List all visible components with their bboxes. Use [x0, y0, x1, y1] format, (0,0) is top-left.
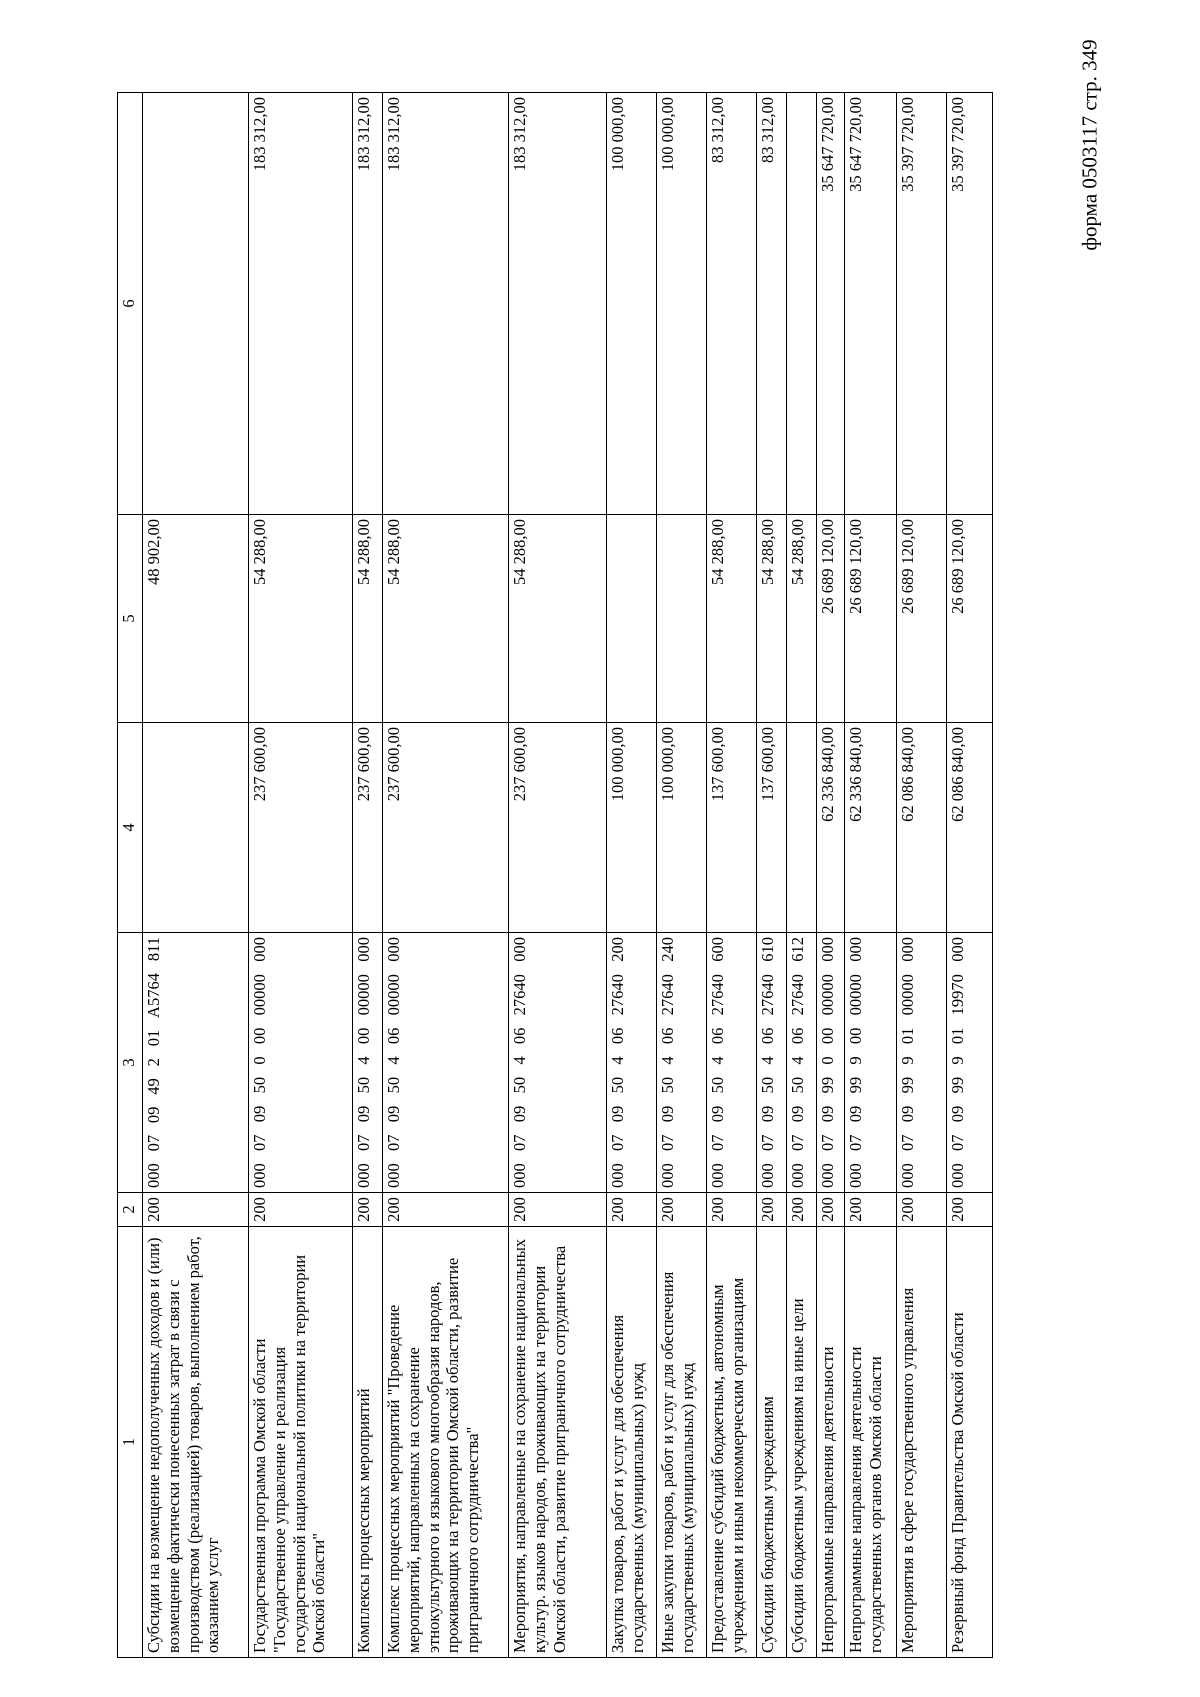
code-segment: 27640: [658, 974, 677, 1016]
code-segment: 0: [818, 1056, 837, 1065]
code-segment: 000: [250, 1163, 269, 1188]
code-segment: 09: [658, 1105, 677, 1123]
row-budget-code: [845, 933, 897, 1193]
budget-table: [117, 92, 993, 1658]
row-unexecuted-amount: 100 000,00: [657, 93, 707, 515]
row-admin-code: 200: [509, 1193, 607, 1227]
row-admin-code: 200: [607, 1193, 657, 1227]
row-executed-amount: 26 689 120,00: [947, 515, 993, 723]
code-segment: 06: [510, 1027, 529, 1045]
row-executed-amount: 54 288,00: [353, 515, 383, 723]
form-label: форма 0503117 стр. 349: [1077, 39, 1102, 251]
row-budget-code: [143, 933, 249, 1193]
code-segment: 06: [658, 1027, 677, 1045]
code-segment: 000: [708, 1163, 727, 1188]
code-segment: 49: [144, 1078, 163, 1095]
row-name: Субсидии на возмещение недополученных доходов и (или) возмещение фактически понесенных затрат в связи с производством (реализацией) товаров, выполнением работ, оказанием услуг: [143, 1227, 249, 1658]
code-segment: 09: [788, 1105, 807, 1123]
row-budget-code: [787, 933, 817, 1193]
code-segment: 4: [788, 1056, 807, 1065]
row-executed-amount: 54 288,00: [383, 515, 509, 723]
row-budget-code: [897, 933, 947, 1193]
row-approved-amount: 100 000,00: [657, 723, 707, 933]
code-segment: 000: [510, 1163, 529, 1188]
code-segment: 99: [948, 1076, 967, 1094]
row-name: Иные закупки товаров, работ и услуг для обеспечения государственных (муниципальных) нужд: [657, 1227, 707, 1658]
row-name: Закупка товаров, работ и услуг для обеспечения государственных (муниципальных) нужд: [607, 1227, 657, 1658]
code-segment: 000: [608, 1163, 627, 1188]
code-segment: 07: [948, 1134, 967, 1151]
code-segment: 00: [818, 1027, 837, 1045]
row-approved-amount: 237 600,00: [509, 723, 607, 933]
code-segment: 50: [608, 1076, 627, 1094]
code-segment: 50: [250, 1076, 269, 1094]
table-row: [947, 93, 993, 1658]
row-unexecuted-amount: 35 397 720,00: [897, 93, 947, 515]
code-segment: 811: [144, 937, 163, 962]
row-unexecuted-amount: 35 647 720,00: [817, 93, 845, 515]
row-approved-amount: 137 600,00: [757, 723, 787, 933]
code-segment: 4: [354, 1056, 373, 1065]
code-segment: 07: [818, 1134, 837, 1151]
code-segment: 000: [384, 1163, 403, 1188]
code-segment: 2: [144, 1058, 163, 1067]
row-executed-amount: 54 288,00: [787, 515, 817, 723]
row-admin-code: 200: [757, 1193, 787, 1227]
code-segment: 000: [788, 1163, 807, 1188]
row-unexecuted-amount: 183 312,00: [249, 93, 353, 515]
code-segment: 01: [898, 1027, 917, 1045]
row-executed-amount: 54 288,00: [509, 515, 607, 723]
code-segment: 000: [846, 937, 865, 962]
code-segment: 01: [144, 1029, 163, 1047]
row-unexecuted-amount: [143, 93, 249, 515]
code-segment: 50: [708, 1076, 727, 1094]
row-unexecuted-amount: 100 000,00: [607, 93, 657, 515]
table-row: [249, 93, 353, 1658]
table-row: [757, 93, 787, 1658]
code-segment: 09: [898, 1105, 917, 1123]
code-segment: 50: [510, 1076, 529, 1094]
row-unexecuted-amount: 83 312,00: [757, 93, 787, 515]
code-segment: 4: [658, 1056, 677, 1065]
row-budget-code: [607, 933, 657, 1193]
table-row: [143, 93, 249, 1658]
code-segment: 9: [898, 1056, 917, 1065]
code-segment: 000: [846, 1163, 865, 1188]
row-admin-code: 200: [707, 1193, 757, 1227]
row-name: Мероприятия в сфере государственного управления: [897, 1227, 947, 1658]
row-admin-code: 200: [353, 1193, 383, 1227]
code-segment: 9: [948, 1056, 967, 1065]
code-segment: 19970: [948, 974, 967, 1016]
code-segment: 06: [384, 1027, 403, 1045]
row-unexecuted-amount: 183 312,00: [509, 93, 607, 515]
row-executed-amount: 26 689 120,00: [817, 515, 845, 723]
code-segment: 99: [818, 1076, 837, 1094]
code-segment: 09: [758, 1105, 777, 1123]
code-segment: 00: [354, 1027, 373, 1045]
row-executed-amount: 26 689 120,00: [897, 515, 947, 723]
row-executed-amount: [607, 515, 657, 723]
code-segment: 09: [818, 1105, 837, 1123]
col-number-4: 4: [118, 723, 143, 933]
code-segment: 240: [658, 937, 677, 962]
code-segment: 07: [708, 1134, 727, 1151]
row-name: Субсидии бюджетным учреждениям: [757, 1227, 787, 1658]
row-budget-code: [509, 933, 607, 1193]
table-row: [707, 93, 757, 1658]
row-executed-amount: 54 288,00: [707, 515, 757, 723]
row-executed-amount: 54 288,00: [757, 515, 787, 723]
table-row: [817, 93, 845, 1658]
code-segment: 0: [250, 1056, 269, 1065]
row-executed-amount: 26 689 120,00: [845, 515, 897, 723]
code-segment: 00000: [354, 974, 373, 1016]
table-row: [787, 93, 817, 1658]
code-segment: 07: [354, 1134, 373, 1151]
row-approved-amount: 100 000,00: [607, 723, 657, 933]
code-segment: 27640: [788, 974, 807, 1016]
table-row: [607, 93, 657, 1658]
row-approved-amount: 237 600,00: [249, 723, 353, 933]
row-name: Мероприятия, направленные на сохранение национальных культур. языков народов, проживающих на территории Омской области, развитие приграничного сотрудничества: [509, 1227, 607, 1658]
budget-table-sheet: [117, 92, 1052, 1658]
code-segment: 01: [948, 1027, 967, 1045]
code-segment: 27640: [510, 974, 529, 1016]
row-unexecuted-amount: 183 312,00: [353, 93, 383, 515]
col-number-1: 1: [118, 1227, 143, 1658]
row-admin-code: 200: [845, 1193, 897, 1227]
row-admin-code: 200: [947, 1193, 993, 1227]
row-name: Предоставление субсидий бюджетным, автономным учреждениям и иным некоммерческим организациям: [707, 1227, 757, 1658]
code-segment: 000: [948, 1163, 967, 1188]
table-row: [845, 93, 897, 1658]
code-segment: 50: [788, 1076, 807, 1094]
row-name: Непрограммные направления деятельности государственных органов Омской области: [845, 1227, 897, 1658]
code-segment: 07: [510, 1134, 529, 1151]
row-approved-amount: 62 086 840,00: [947, 723, 993, 933]
row-name: Субсидии бюджетным учреждениям на иные цели: [787, 1227, 817, 1658]
code-segment: 00000: [898, 974, 917, 1016]
code-segment: 07: [846, 1134, 865, 1151]
code-segment: 600: [708, 937, 727, 962]
code-segment: 09: [608, 1105, 627, 1123]
col-number-5: 5: [118, 515, 143, 723]
code-segment: 06: [788, 1027, 807, 1045]
row-name: Государственная программа Омской области "Государственное управление и реализация государственной национальной политики на территории Омской области": [249, 1227, 353, 1658]
code-segment: 00: [846, 1027, 865, 1045]
code-segment: 00000: [818, 974, 837, 1016]
row-approved-amount: [787, 723, 817, 933]
code-segment: 000: [510, 937, 529, 962]
code-segment: 06: [758, 1027, 777, 1045]
code-segment: 50: [384, 1076, 403, 1094]
row-admin-code: 200: [383, 1193, 509, 1227]
code-segment: 07: [898, 1134, 917, 1151]
row-name: Резервный фонд Правительства Омской области: [947, 1227, 993, 1658]
row-name: Комплексы процессных мероприятий: [353, 1227, 383, 1658]
column-number-row: [118, 93, 143, 1658]
code-segment: 06: [708, 1027, 727, 1045]
row-admin-code: 200: [787, 1193, 817, 1227]
code-segment: 000: [758, 1163, 777, 1188]
table-body: [143, 93, 993, 1658]
code-segment: 99: [898, 1076, 917, 1094]
code-segment: 09: [510, 1105, 529, 1123]
row-approved-amount: 62 336 840,00: [817, 723, 845, 933]
table-row: [383, 93, 509, 1658]
col-number-6: 6: [118, 93, 143, 515]
code-segment: 07: [758, 1134, 777, 1151]
code-segment: 4: [758, 1056, 777, 1065]
code-segment: 000: [354, 937, 373, 962]
code-segment: 50: [658, 1076, 677, 1094]
code-segment: 07: [608, 1134, 627, 1151]
code-segment: 00: [250, 1027, 269, 1045]
code-segment: 07: [788, 1134, 807, 1151]
col-number-2: 2: [118, 1193, 143, 1227]
row-approved-amount: 237 600,00: [383, 723, 509, 933]
code-segment: 00000: [846, 974, 865, 1016]
code-segment: 000: [658, 1163, 677, 1188]
code-segment: 9: [846, 1056, 865, 1065]
code-segment: 50: [354, 1076, 373, 1094]
code-segment: 06: [608, 1027, 627, 1045]
row-approved-amount: 137 600,00: [707, 723, 757, 933]
code-segment: 09: [846, 1105, 865, 1123]
code-segment: 50: [758, 1076, 777, 1094]
code-segment: 07: [144, 1134, 163, 1152]
row-budget-code: [657, 933, 707, 1193]
table-row: [657, 93, 707, 1658]
code-segment: 000: [948, 937, 967, 962]
code-segment: 07: [384, 1134, 403, 1151]
code-segment: 000: [144, 1163, 163, 1188]
table-row: [353, 93, 383, 1658]
row-admin-code: 200: [143, 1193, 249, 1227]
row-approved-amount: [143, 723, 249, 933]
row-approved-amount: 62 336 840,00: [845, 723, 897, 933]
code-segment: 00000: [384, 974, 403, 1016]
row-executed-amount: 48 902,00: [143, 515, 249, 723]
code-segment: 09: [354, 1105, 373, 1123]
row-approved-amount: 237 600,00: [353, 723, 383, 933]
code-segment: 000: [898, 937, 917, 962]
row-budget-code: [817, 933, 845, 1193]
row-unexecuted-amount: [787, 93, 817, 515]
row-budget-code: [383, 933, 509, 1193]
row-admin-code: 200: [657, 1193, 707, 1227]
row-unexecuted-amount: 183 312,00: [383, 93, 509, 515]
row-budget-code: [353, 933, 383, 1193]
code-segment: 27640: [758, 974, 777, 1016]
code-segment: 000: [354, 1163, 373, 1188]
row-executed-amount: [657, 515, 707, 723]
code-segment: 610: [758, 937, 777, 962]
code-segment: 4: [608, 1056, 627, 1065]
code-segment: 000: [250, 937, 269, 962]
row-unexecuted-amount: 35 397 720,00: [947, 93, 993, 515]
row-unexecuted-amount: 83 312,00: [707, 93, 757, 515]
code-segment: A5764: [144, 973, 163, 1018]
code-segment: 09: [384, 1105, 403, 1123]
table-row: [509, 93, 607, 1658]
code-segment: 000: [818, 937, 837, 962]
form-header: [1075, 30, 1105, 260]
code-segment: 612: [788, 937, 807, 962]
row-budget-code: [707, 933, 757, 1193]
code-segment: 000: [818, 1163, 837, 1188]
code-segment: 09: [144, 1106, 163, 1124]
code-segment: 07: [658, 1134, 677, 1151]
row-admin-code: 200: [817, 1193, 845, 1227]
row-budget-code: [757, 933, 787, 1193]
row-admin-code: 200: [249, 1193, 353, 1227]
row-executed-amount: 54 288,00: [249, 515, 353, 723]
code-segment: 27640: [708, 974, 727, 1016]
code-segment: 07: [250, 1134, 269, 1151]
code-segment: 4: [384, 1056, 403, 1065]
row-name: Непрограммные направления деятельности: [817, 1227, 845, 1658]
code-segment: 99: [846, 1076, 865, 1094]
row-approved-amount: 62 086 840,00: [897, 723, 947, 933]
code-segment: 000: [898, 1163, 917, 1188]
code-segment: 4: [510, 1056, 529, 1065]
code-segment: 27640: [608, 974, 627, 1016]
code-segment: 00000: [250, 974, 269, 1016]
row-budget-code: [947, 933, 993, 1193]
table-row: [897, 93, 947, 1658]
code-segment: 09: [250, 1105, 269, 1123]
row-budget-code: [249, 933, 353, 1193]
code-segment: 09: [708, 1105, 727, 1123]
row-unexecuted-amount: 35 647 720,00: [845, 93, 897, 515]
row-admin-code: 200: [897, 1193, 947, 1227]
row-name: Комплекс процессных мероприятий "Проведение мероприятий, направленных на сохранение этнокультурного и языкового многообразия народов, проживающих на территории Омской области, развитие приграничного сотрудничества": [383, 1227, 509, 1658]
code-segment: 000: [384, 937, 403, 962]
code-segment: 09: [948, 1105, 967, 1123]
code-segment: 200: [608, 937, 627, 962]
col-number-3: 3: [118, 933, 143, 1193]
code-segment: 4: [708, 1056, 727, 1065]
